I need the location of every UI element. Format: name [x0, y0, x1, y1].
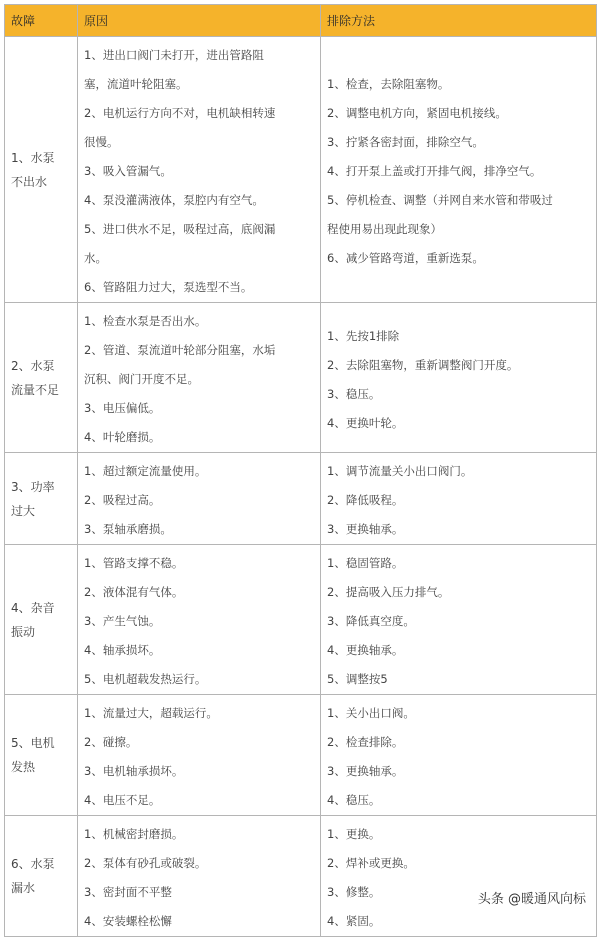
- remedy-item: 4、紧固。: [327, 914, 381, 928]
- remedy-cell: [321, 303, 597, 453]
- fault-label: 2、水泵: [11, 358, 55, 373]
- cause-item: 2、液体混有气体。: [84, 585, 184, 599]
- remedy-item: 2、降低吸程。: [327, 493, 404, 507]
- cause-item: 1、超过额定流量使用。: [84, 464, 207, 478]
- fault-cell: [5, 816, 78, 937]
- cause-item: 1、机械密封磨损。: [84, 827, 184, 841]
- remedy-item: 1、关小出口阀。: [327, 706, 415, 720]
- remedy-cell: [321, 695, 597, 816]
- cause-item: 塞，流道叶轮阻塞。: [84, 77, 188, 91]
- fault-cell: [5, 303, 78, 453]
- fault-cell: [5, 695, 78, 816]
- cause-item: 2、电机运行方向不对，电机缺相转速: [84, 106, 276, 120]
- cause-item: 3、电机轴承损坏。: [84, 764, 184, 778]
- cause-cell: [78, 695, 321, 816]
- fault-label: 不出水: [11, 174, 48, 189]
- cause-cell: [78, 37, 321, 303]
- remedy-item: 2、检查排除。: [327, 735, 404, 749]
- remedy-cell: [321, 816, 597, 937]
- remedy-item: 2、去除阻塞物，重新调整阀门开度。: [327, 357, 519, 372]
- remedy-item: 5、停机检查、调整（并网自来水管和带吸过: [327, 193, 553, 207]
- header-cause: 原因: [78, 5, 321, 37]
- remedy-cell: [321, 453, 597, 545]
- header-fault: 故障: [5, 5, 78, 37]
- table-row: [5, 303, 597, 453]
- remedy-item: 程使用易出现此现象）: [327, 222, 442, 236]
- table-row: [5, 37, 597, 303]
- remedy-cell: [321, 545, 597, 695]
- remedy-item: 3、更换轴承。: [327, 764, 404, 778]
- cause-item: 4、叶轮磨损。: [84, 430, 161, 444]
- cause-item: 1、进出口阀门未打开，进出管路阻: [84, 48, 264, 62]
- remedy-item: 2、焊补或更换。: [327, 856, 415, 870]
- cause-item: 3、吸入管漏气。: [84, 164, 172, 178]
- table-row: [5, 545, 597, 695]
- cause-item: 6、管路阻力过大，泵选型不当。: [84, 280, 253, 294]
- fault-label: 漏水: [11, 881, 36, 895]
- fault-cell: [5, 453, 78, 545]
- cause-cell: [78, 545, 321, 695]
- fault-table: [4, 4, 597, 937]
- cause-item: 5、进口供水不足，吸程过高，底阀漏: [84, 222, 276, 236]
- cause-item: 2、碰擦。: [84, 735, 138, 749]
- remedy-item: 1、先按1排除: [327, 328, 400, 343]
- remedy-item: 4、打开泵上盖或打开排气阀，排净空气。: [327, 164, 542, 178]
- cause-item: 2、泵体有砂孔或破裂。: [84, 856, 207, 870]
- fault-label: 6、水泵: [11, 857, 55, 871]
- remedy-item: 5、调整按5: [327, 672, 388, 686]
- fault-label: 1、水泵: [11, 150, 55, 165]
- remedy-item: 1、更换。: [327, 827, 381, 841]
- remedy-item: 1、稳固管路。: [327, 556, 404, 570]
- fault-label: 发热: [11, 760, 36, 774]
- cause-cell: [78, 453, 321, 545]
- remedy-item: 3、拧紧各密封面，排除空气。: [327, 135, 484, 149]
- remedy-cell: [321, 37, 597, 303]
- cause-item: 4、泵没灌满液体，泵腔内有空气。: [84, 193, 264, 207]
- fault-label: 4、杂音: [11, 600, 55, 615]
- cause-item: 1、检查水泵是否出水。: [84, 314, 207, 328]
- header-remedy: 排除方法: [321, 5, 597, 37]
- remedy-item: 1、调节流量关小出口阀门。: [327, 464, 473, 478]
- watermark: 头条 @暖通风向标: [474, 887, 590, 908]
- remedy-item: 2、调整电机方向，紧固电机接线。: [327, 106, 507, 120]
- cause-item: 4、电压不足。: [84, 793, 161, 807]
- cause-item: 4、轴承损坏。: [84, 643, 161, 657]
- fault-label: 5、电机: [11, 736, 55, 750]
- cause-item: 1、管路支撑不稳。: [84, 556, 184, 570]
- remedy-item: 3、稳压。: [327, 386, 381, 401]
- fault-label: 流量不足: [11, 382, 60, 397]
- cause-item: 2、管道、泵流道叶轮部分阻塞，水垢: [84, 343, 276, 357]
- table-row: [5, 695, 597, 816]
- cause-item: 4、安装螺栓松懈: [84, 914, 172, 928]
- fault-cell: [5, 37, 78, 303]
- cause-cell: [78, 816, 321, 937]
- cause-item: 沉积、阀门开度不足。: [84, 372, 199, 386]
- table-row: [5, 816, 597, 937]
- cause-item: 2、吸程过高。: [84, 493, 161, 507]
- cause-item: 水。: [84, 251, 107, 265]
- remedy-item: 6、减少管路弯道，重新选泵。: [327, 251, 484, 265]
- header-row: [5, 5, 597, 37]
- remedy-item: 4、稳压。: [327, 793, 381, 807]
- cause-item: 1、流量过大，超载运行。: [84, 706, 218, 720]
- fault-label: 过大: [11, 503, 36, 518]
- fault-label: 3、功率: [11, 479, 55, 494]
- cause-item: 很慢。: [84, 135, 119, 149]
- cause-item: 3、密封面不平整: [84, 885, 172, 899]
- fault-label: 振动: [11, 624, 36, 639]
- remedy-item: 3、降低真空度。: [327, 614, 415, 628]
- cause-item: 3、泵轴承磨损。: [84, 522, 172, 536]
- cause-cell: [78, 303, 321, 453]
- table-row: [5, 453, 597, 545]
- fault-cell: [5, 545, 78, 695]
- remedy-item: 4、更换轴承。: [327, 643, 404, 657]
- cause-item: 3、产生气蚀。: [84, 614, 161, 628]
- remedy-item: 3、更换轴承。: [327, 522, 404, 536]
- remedy-item: 2、提高吸入压力排气。: [327, 585, 450, 599]
- remedy-item: 4、更换叶轮。: [327, 415, 404, 430]
- remedy-item: 3、修整。: [327, 885, 381, 899]
- cause-item: 5、电机超载发热运行。: [84, 672, 207, 686]
- remedy-item: 1、检查，去除阻塞物。: [327, 77, 450, 91]
- cause-item: 3、电压偏低。: [84, 401, 161, 415]
